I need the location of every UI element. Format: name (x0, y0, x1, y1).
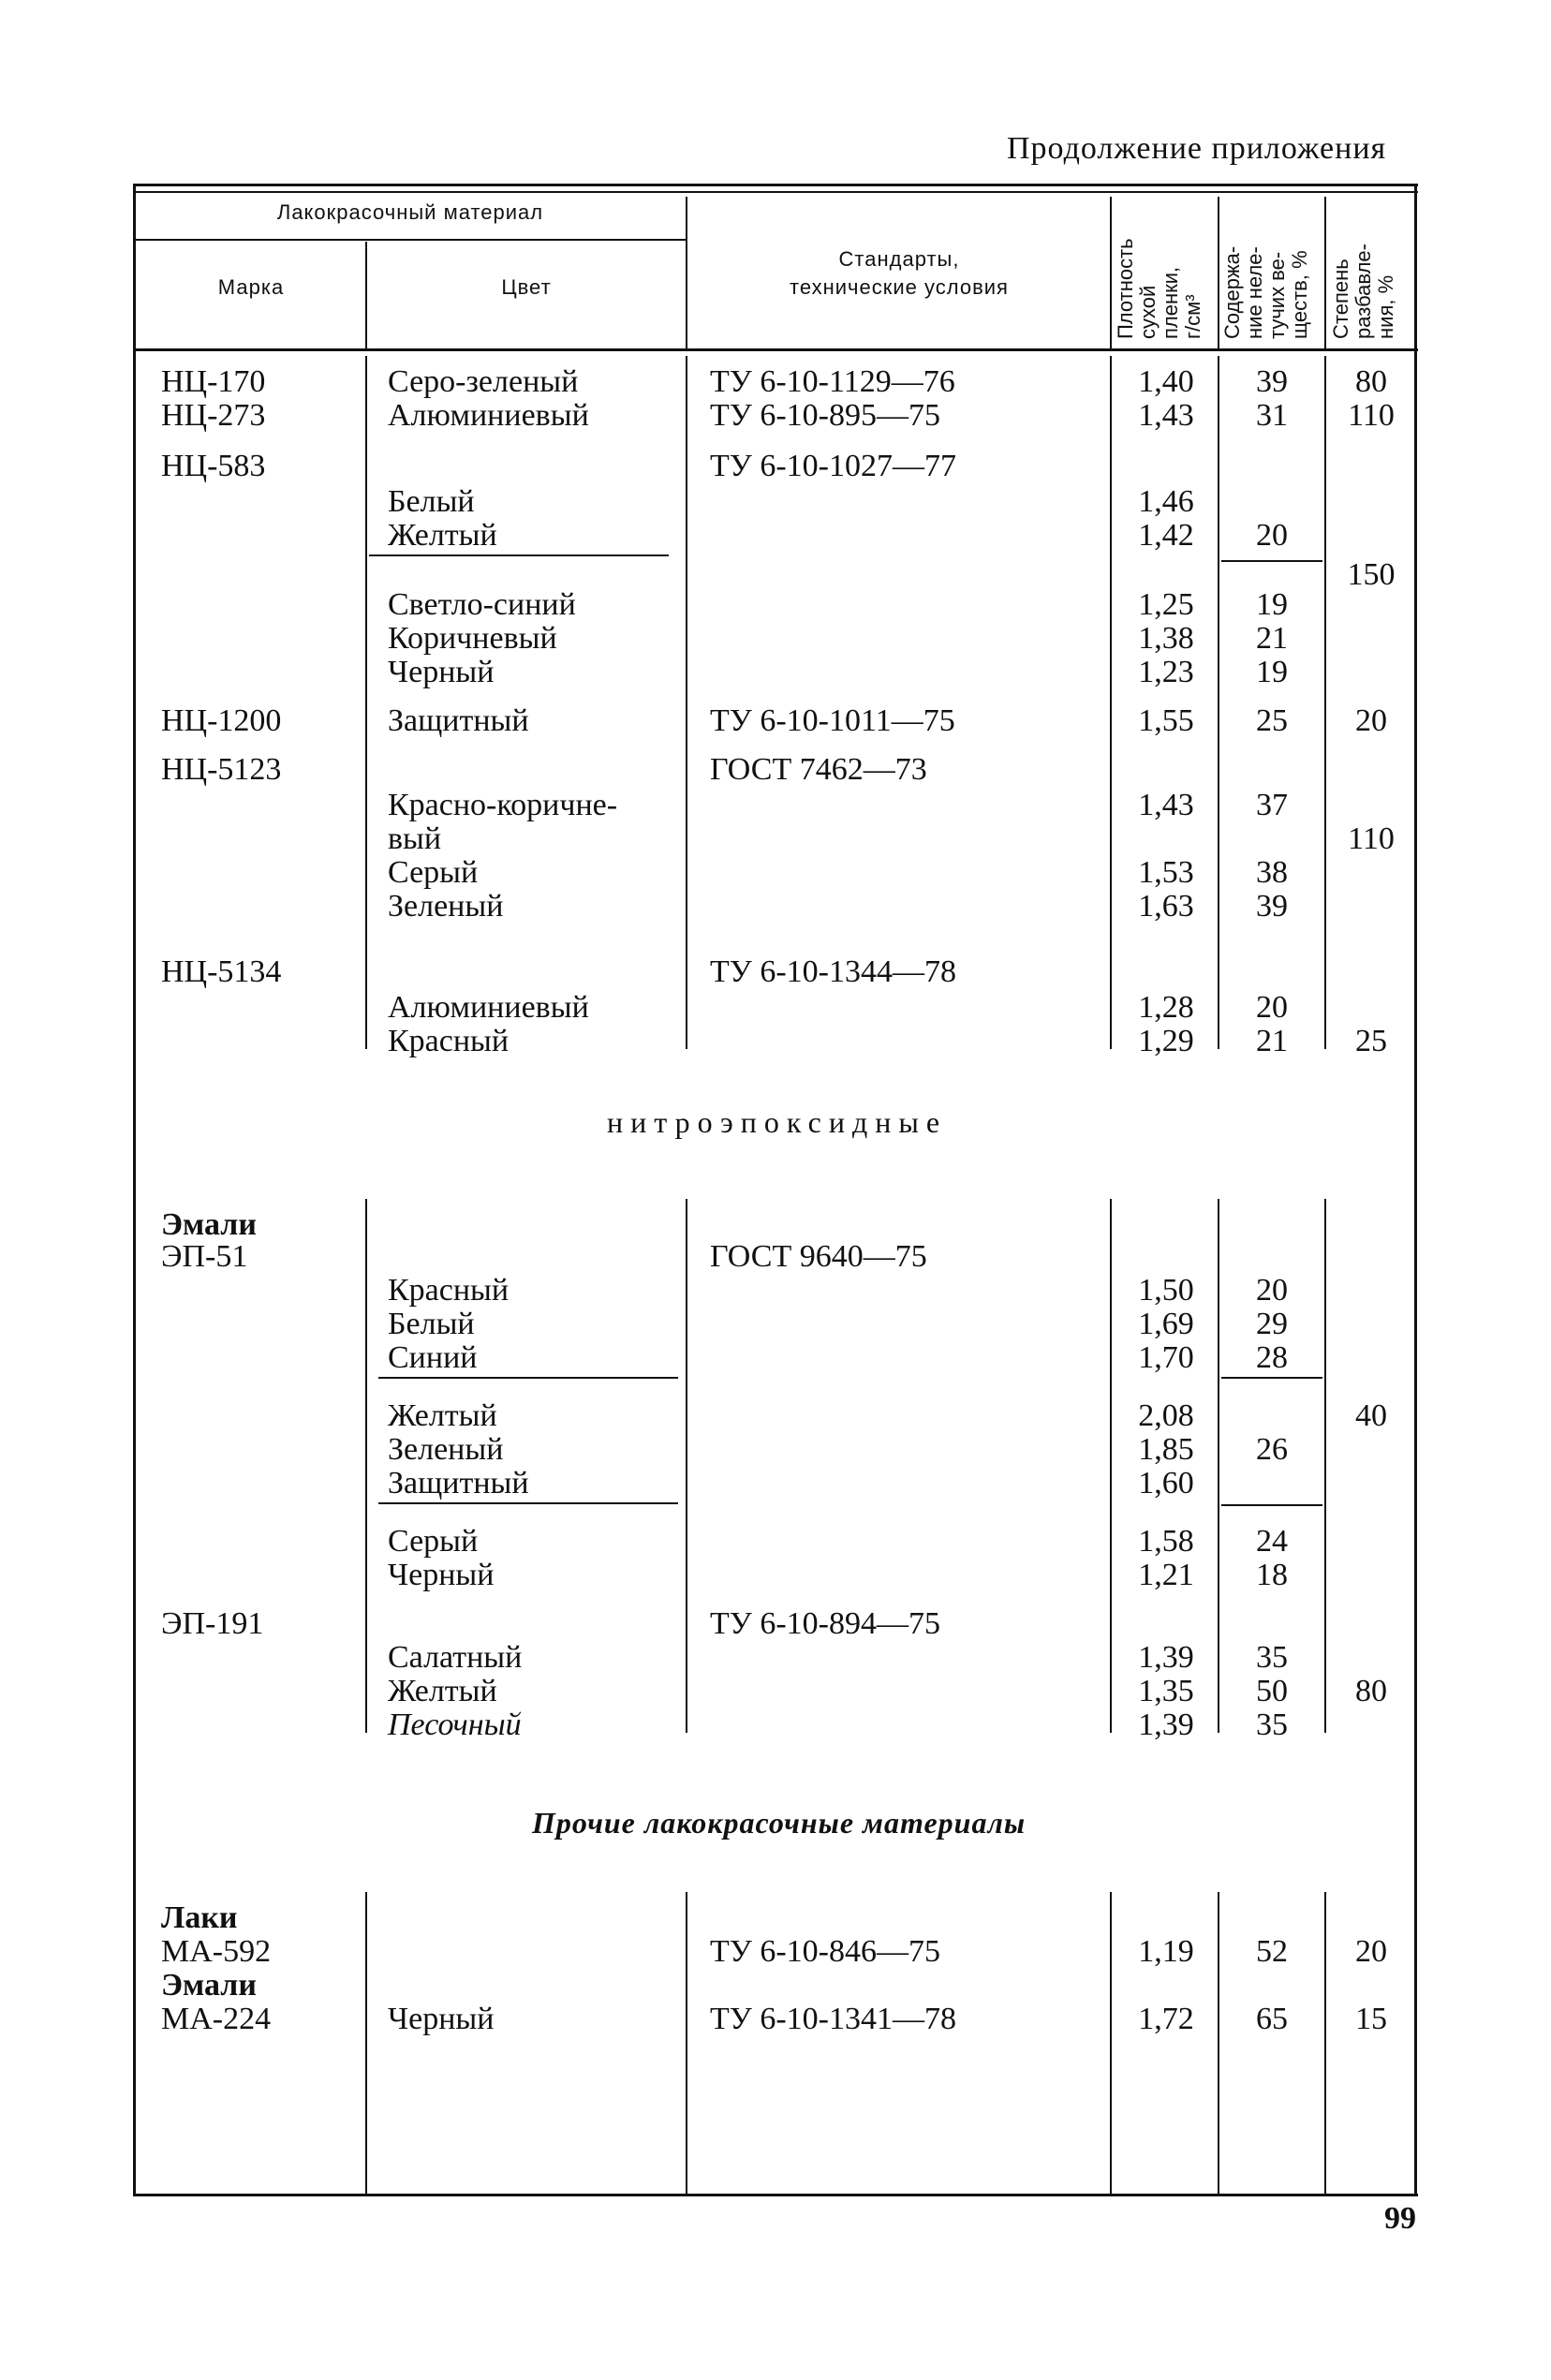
rows-nonvol: 38 (1256, 855, 1288, 890)
table-top-rule-inner (133, 191, 1418, 193)
rows-nonvol: 20 (1256, 990, 1288, 1025)
col-divider-density-3 (1110, 1892, 1112, 2194)
rows_nitro-color: Салатный (388, 1640, 523, 1675)
rows-color: Алюминиевый (388, 398, 589, 433)
rows_nitro-density: 1,69 (1138, 1307, 1194, 1341)
rows_nitro-color: Желтый (388, 1398, 497, 1433)
rows-nonvol: 20 (1256, 518, 1288, 553)
group-header-rule (133, 239, 686, 241)
col-divider-dil (1324, 356, 1326, 1049)
rows-std: ТУ 6-10-1011—75 (710, 703, 955, 738)
running-head: Продолжение приложения (1007, 131, 1387, 166)
col-divider-std (686, 356, 687, 1049)
header-marka: Марка (217, 275, 285, 299)
rows_nitro-nonvol: 20 (1256, 1273, 1288, 1308)
rows-std: ТУ 6-10-1129—76 (710, 364, 955, 399)
rows_nitro-color: Синий (388, 1340, 478, 1375)
col-divider-color (365, 356, 367, 1049)
section-other: Прочие лакокрасочные материалы (532, 1806, 1027, 1840)
rows_nitro-std: ГОСТ 9640—75 (710, 1239, 927, 1274)
rows_nitro-nonvol: 29 (1256, 1307, 1288, 1341)
rows-nonvol: 19 (1256, 655, 1288, 689)
rows-std: ГОСТ 7462—73 (710, 752, 927, 787)
rows-density: 1,38 (1138, 621, 1194, 656)
rows-density: 1,25 (1138, 587, 1194, 622)
rows_nitro-density: 1,39 (1138, 1640, 1194, 1675)
rows_nitro-dil: 40 (1355, 1398, 1387, 1433)
col-divider-h2 (686, 197, 687, 350)
rows-marka: НЦ-273 (161, 398, 266, 433)
rows_nitro-color: Желтый (388, 1674, 497, 1708)
col-divider-dil-2 (1324, 1199, 1326, 1733)
rows_nitro-nonvol: 18 (1256, 1558, 1288, 1592)
rows_nitro-color: Серый (388, 1524, 479, 1559)
rows-marka: НЦ-583 (161, 449, 266, 483)
rows_other-dil: 15 (1355, 2002, 1387, 2036)
rows_other-marka: Эмали (161, 1968, 257, 2003)
rows_nitro-color: Красный (388, 1273, 510, 1308)
rows_other-nonvol: 65 (1256, 2002, 1288, 2036)
rows-color: Желтый (388, 518, 497, 553)
rows-density: 1,53 (1138, 855, 1194, 890)
rows-nonvol: 31 (1256, 398, 1288, 433)
rows_other-marka: МА-592 (161, 1934, 272, 1969)
rows-density: 1,23 (1138, 655, 1194, 689)
rows_other-std: ТУ 6-10-846—75 (710, 1934, 940, 1969)
rows-color: Зеленый (388, 889, 504, 924)
rows_nitro-color: Черный (388, 1558, 495, 1592)
rows-color: Черный (388, 655, 495, 689)
rows-density: 1,46 (1138, 484, 1194, 519)
rows-nonvol: 39 (1256, 364, 1288, 399)
rows-color: Красно-коричне- (388, 788, 618, 822)
rows-std: ТУ 6-10-1344—78 (710, 954, 956, 989)
col-divider-nonvol-2 (1218, 1199, 1219, 1733)
col-divider-nonvol-3 (1218, 1892, 1219, 2194)
rows_nitro-density: 1,85 (1138, 1432, 1194, 1467)
rows_nitro-color: Белый (388, 1307, 475, 1341)
rows_other-density: 1,19 (1138, 1934, 1194, 1969)
rows_other-std: ТУ 6-10-1341—78 (710, 2002, 956, 2036)
group-rule-ep51-a-nv (1221, 1377, 1322, 1379)
rows-color: Алюминиевый (388, 990, 589, 1025)
rows_nitro-marka: ЭП-51 (161, 1239, 248, 1274)
rows-std: ТУ 6-10-895—75 (710, 398, 940, 433)
table-right-border (1414, 184, 1417, 2196)
rows-nonvol: 25 (1256, 703, 1288, 738)
header-color: Цвет (501, 275, 552, 299)
col-divider-nonvol (1218, 356, 1219, 1049)
rows-color: Коричневый (388, 621, 557, 656)
group-rule-nc583-nonvol (1221, 560, 1322, 562)
rows_nitro-density: 1,35 (1138, 1674, 1194, 1708)
rows_other-nonvol: 52 (1256, 1934, 1288, 1969)
col-divider-std-3 (686, 1892, 687, 2194)
rows_nitro-dil: 80 (1355, 1674, 1387, 1708)
rows_nitro-density: 1,70 (1138, 1340, 1194, 1375)
rows_nitro-nonvol: 26 (1256, 1432, 1288, 1467)
col-divider-h4 (1218, 197, 1219, 350)
rows-marka: НЦ-5123 (161, 752, 282, 787)
rows_nitro-density: 1,50 (1138, 1273, 1194, 1308)
rows_nitro-color: Защитный (388, 1466, 529, 1500)
rows-marka: НЦ-5134 (161, 954, 282, 989)
page-number: 99 (1384, 2201, 1416, 2236)
rows-marka: НЦ-170 (161, 364, 266, 399)
rows_nitro-marka: ЭП-191 (161, 1606, 264, 1641)
header-bottom-rule (133, 348, 1418, 351)
col-divider-density-2 (1110, 1199, 1112, 1733)
rows-density: 1,42 (1138, 518, 1194, 553)
header-group: Лакокрасочный материал (276, 200, 544, 224)
rows_nitro-nonvol: 35 (1256, 1640, 1288, 1675)
rows-density: 1,40 (1138, 364, 1194, 399)
rows-nonvol: 21 (1256, 621, 1288, 656)
header-standards: Стандарты, технические условия (790, 247, 1009, 299)
rows_nitro-density: 1,39 (1138, 1707, 1194, 1742)
rows_nitro-density: 1,58 (1138, 1524, 1194, 1559)
rows_nitro-nonvol: 35 (1256, 1707, 1288, 1742)
rows_nitro-density: 1,21 (1138, 1558, 1194, 1592)
rows_other-marka: МА-224 (161, 2002, 272, 2036)
rows-color: Серо-зеленый (388, 364, 579, 399)
group-rule-ep51-a (378, 1377, 678, 1379)
group-rule-ep51-b (378, 1502, 678, 1504)
rows_other-dil: 20 (1355, 1934, 1387, 1969)
table-bottom-rule (133, 2194, 1418, 2196)
table-left-border (133, 184, 136, 2196)
rows-dil: 80 (1355, 364, 1387, 399)
rows-dil: 20 (1355, 703, 1387, 738)
rows-nonvol: 39 (1256, 889, 1288, 924)
table-top-rule (133, 184, 1418, 186)
rows_nitro-nonvol: 28 (1256, 1340, 1288, 1375)
rows-nonvol: 19 (1256, 587, 1288, 622)
rows_nitro-color: Песочный (388, 1707, 522, 1742)
header-density: Плотность сухой пленки, г/см³ (1114, 238, 1204, 339)
rows-density: 1,28 (1138, 990, 1194, 1025)
col-divider-density (1110, 356, 1112, 1049)
rows-nonvol: 37 (1256, 788, 1288, 822)
col-divider-dil-3 (1324, 1892, 1326, 2194)
col-divider-h5 (1324, 197, 1326, 350)
col-divider-h3 (1110, 197, 1112, 350)
header-nonvolatile: Содержа- ние нелe- тучих ве- ществ, % (1220, 245, 1311, 339)
rows-dil: 110 (1348, 821, 1395, 856)
rows_nitro-nonvol: 50 (1256, 1674, 1288, 1708)
rows-density: 1,43 (1138, 788, 1194, 822)
header-dilution: Степень разбавле- ния, % (1329, 244, 1397, 339)
group-rule-ep51-b-nv (1221, 1504, 1322, 1506)
rows-color: Белый (388, 484, 475, 519)
rows-density: 1,43 (1138, 398, 1194, 433)
rows-density: 1,63 (1138, 889, 1194, 924)
group-rule-nc583 (369, 554, 669, 556)
rows_nitro-nonvol: 24 (1256, 1524, 1288, 1559)
rows-std: ТУ 6-10-1027—77 (710, 449, 956, 483)
rows-marka: НЦ-1200 (161, 703, 282, 738)
rows-color: Серый (388, 855, 479, 890)
rows_other-color: Черный (388, 2002, 495, 2036)
col-divider-color-3 (365, 1892, 367, 2194)
rows-nonvol: 21 (1256, 1024, 1288, 1058)
rows-dil: 150 (1347, 557, 1396, 592)
section-nitroepoxy: нитроэпоксидные (607, 1105, 948, 1139)
rows_nitro-marka: Эмали (161, 1207, 257, 1242)
col-divider-h1 (365, 242, 367, 350)
rows-color: Красный (388, 1024, 510, 1058)
rows-dil: 25 (1355, 1024, 1387, 1058)
col-divider-std-2 (686, 1199, 687, 1733)
rows_nitro-density: 1,60 (1138, 1466, 1194, 1500)
rows-density: 1,29 (1138, 1024, 1194, 1058)
rows-color: Светло-синий (388, 587, 576, 622)
rows-dil: 110 (1348, 398, 1395, 433)
rows_other-density: 1,72 (1138, 2002, 1194, 2036)
rows-color: вый (388, 821, 442, 856)
rows_other-marka: Лаки (161, 1900, 238, 1935)
rows-color: Защитный (388, 703, 529, 738)
rows_nitro-density: 2,08 (1138, 1398, 1194, 1433)
rows_nitro-std: ТУ 6-10-894—75 (710, 1606, 940, 1641)
col-divider-color-2 (365, 1199, 367, 1733)
rows-density: 1,55 (1138, 703, 1194, 738)
rows_nitro-color: Зеленый (388, 1432, 504, 1467)
